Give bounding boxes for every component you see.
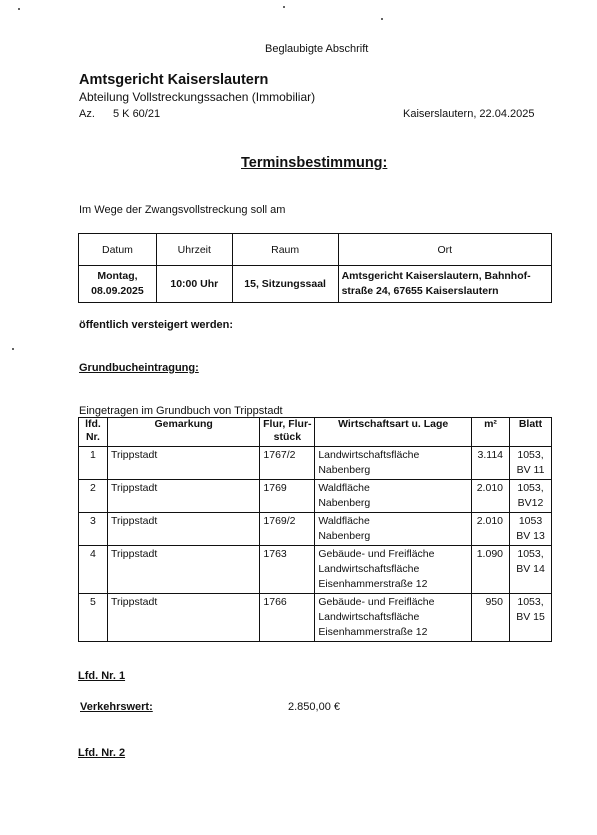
wirtschaft-line: Waldfläche <box>318 515 370 527</box>
row-flur: 1763 <box>260 546 315 594</box>
wirtschaft-line: Waldfläche <box>318 482 370 494</box>
row-lfd: 1 <box>79 447 108 480</box>
row-flur: 1766 <box>260 594 315 642</box>
row-sheet <box>510 480 552 513</box>
row-lfd: 2 <box>79 480 108 513</box>
header-lfd-line-1: lfd. <box>85 418 101 430</box>
intro-text: Im Wege der Zwangsvollstreckung soll am <box>79 204 286 216</box>
appointment-date <box>79 266 157 303</box>
row-gemarkung: Trippstadt <box>107 546 259 594</box>
header-wirtschaft: Wirtschaftsart u. Lage <box>315 418 472 447</box>
table-row <box>79 447 552 480</box>
row-gemarkung: Trippstadt <box>107 594 259 642</box>
appointment-table <box>78 233 552 303</box>
land-register-caption: Eingetragen im Grundbuch von Trippstadt <box>79 405 283 417</box>
header-date: Datum <box>79 234 157 266</box>
row-gemarkung: Trippstadt <box>107 447 259 480</box>
header-lfd <box>79 418 108 447</box>
appointment-header-row <box>79 234 552 266</box>
appointment-time: 10:00 Uhr <box>156 266 232 303</box>
row-wirtschaft <box>315 480 472 513</box>
row-sheet <box>510 447 552 480</box>
row-wirtschaft <box>315 447 472 480</box>
row-area: 3.114 <box>472 447 510 480</box>
header-time: Uhrzeit <box>156 234 232 266</box>
row-lfd: 3 <box>79 513 108 546</box>
wirtschaft-line: Nabenberg <box>318 497 371 509</box>
row-area: 950 <box>472 594 510 642</box>
wirtschaft-line: Landwirtschaftsfläche <box>318 563 420 575</box>
row-wirtschaft <box>315 594 472 642</box>
wirtschaft-line: Gebäude- und Freifläche <box>318 596 435 608</box>
row-flur: 1769/2 <box>260 513 315 546</box>
land-register-heading: Grundbucheintragung: <box>79 362 199 374</box>
row-gemarkung: Trippstadt <box>107 480 259 513</box>
lot-1-heading: Lfd. Nr. 1 <box>78 670 126 682</box>
wirtschaft-line: Landwirtschaftsfläche <box>318 449 420 461</box>
wirtschaft-line: Nabenberg <box>318 464 371 476</box>
appointment-row <box>79 266 552 303</box>
row-wirtschaft <box>315 546 472 594</box>
header-area: m² <box>472 418 510 447</box>
row-sheet <box>510 594 552 642</box>
row-lfd: 5 <box>79 594 108 642</box>
date-value: 08.09.2025 <box>91 285 144 297</box>
market-value-label: Verkehrswert: <box>80 701 153 713</box>
sheet-line: BV 14 <box>516 563 545 575</box>
sheet-line: BV 11 <box>516 464 545 476</box>
land-register-table <box>78 417 552 642</box>
header-sheet: Blatt <box>510 418 552 447</box>
document-heading: Terminsbestimmung: <box>241 155 388 171</box>
header-room: Raum <box>232 234 338 266</box>
certified-copy-title: Beglaubigte Abschrift <box>265 43 369 55</box>
sheet-line: 1053, <box>517 596 544 608</box>
row-area: 2.010 <box>472 480 510 513</box>
sheet-line: BV12 <box>517 497 544 509</box>
appointment-room: 15, Sitzungssaal <box>232 266 338 303</box>
auction-statement: öffentlich versteigert werden: <box>79 319 234 331</box>
row-flur: 1769 <box>260 480 315 513</box>
row-area: 1.090 <box>472 546 510 594</box>
sheet-line: BV 13 <box>516 530 545 542</box>
row-lfd: 4 <box>79 546 108 594</box>
header-location: Ort <box>338 234 551 266</box>
land-header-row <box>79 418 552 447</box>
row-sheet <box>510 513 552 546</box>
sheet-line: 1053, <box>517 449 544 461</box>
market-value-amount: 2.850,00 € <box>288 701 340 713</box>
sheet-line: BV 15 <box>516 611 545 623</box>
wirtschaft-line: Landwirtschaftsfläche <box>318 611 420 623</box>
row-sheet <box>510 546 552 594</box>
wirtschaft-line: Gebäude- und Freifläche <box>318 548 435 560</box>
header-gemarkung: Gemarkung <box>107 418 259 447</box>
sheet-line: 1053, <box>517 482 544 494</box>
sheet-line: 1053 <box>518 515 543 527</box>
row-gemarkung: Trippstadt <box>107 513 259 546</box>
table-row <box>79 513 552 546</box>
appointment-location <box>338 266 551 303</box>
scan-speck <box>12 348 14 350</box>
row-area: 2.010 <box>472 513 510 546</box>
wirtschaft-line: Eisenhammerstraße 12 <box>318 578 428 590</box>
table-row <box>79 546 552 594</box>
table-row <box>79 480 552 513</box>
place-and-date: Kaiserslautern, 22.04.2025 <box>403 108 535 120</box>
table-row <box>79 594 552 642</box>
header-flur-line-1: Flur, Flur- <box>263 418 312 430</box>
header-flur-line-2: stück <box>273 431 302 443</box>
file-number-value: 5 K 60/21 <box>113 108 161 120</box>
location-line-2: straße 24, 67655 Kaiserslautern <box>341 285 499 297</box>
date-weekday: Montag, <box>97 270 138 282</box>
scan-speck <box>381 18 383 20</box>
wirtschaft-line: Nabenberg <box>318 530 371 542</box>
header-lfd-line-2: Nr. <box>85 431 100 443</box>
file-number-label: Az. <box>79 108 95 120</box>
row-flur: 1767/2 <box>260 447 315 480</box>
scan-speck <box>283 6 285 8</box>
row-wirtschaft <box>315 513 472 546</box>
sheet-line: 1053, <box>517 548 544 560</box>
court-name: Amtsgericht Kaiserslautern <box>79 72 269 88</box>
court-department: Abteilung Vollstreckungssachen (Immobiliar) <box>79 90 316 104</box>
lot-2-heading: Lfd. Nr. 2 <box>78 747 126 759</box>
wirtschaft-line: Eisenhammerstraße 12 <box>318 626 428 638</box>
scan-speck <box>18 8 20 10</box>
location-line-1: Amtsgericht Kaiserslautern, Bahnhof- <box>341 270 531 282</box>
header-flur <box>260 418 315 447</box>
